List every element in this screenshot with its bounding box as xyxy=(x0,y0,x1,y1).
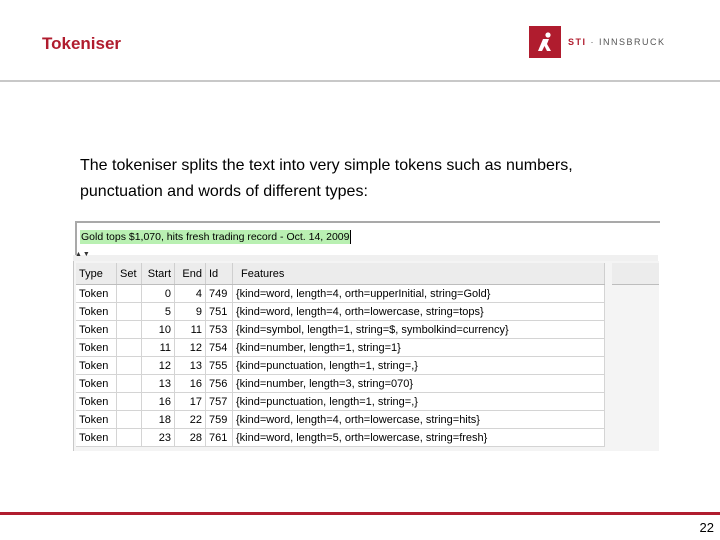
cell-type[interactable]: Token xyxy=(76,321,117,339)
logo-text: STI · INNSBRUCK xyxy=(568,37,666,47)
document-text-pane[interactable] xyxy=(75,221,660,255)
intro-line: The tokeniser splits the text into very simple tokens such as numbers, xyxy=(80,157,573,174)
page-number: 22 xyxy=(699,520,714,535)
cell-features[interactable]: {kind=word, length=5, orth=lowercase, string=fresh} xyxy=(233,429,605,447)
cell-features[interactable]: {kind=number, length=3, string=070} xyxy=(233,375,605,393)
cell-set[interactable] xyxy=(117,429,142,447)
cell-start[interactable]: 0 xyxy=(142,285,175,303)
cell-end[interactable]: 12 xyxy=(175,339,206,357)
cell-set[interactable] xyxy=(117,357,142,375)
cell-end[interactable]: 13 xyxy=(175,357,206,375)
cell-end[interactable]: 11 xyxy=(175,321,206,339)
cell-set[interactable] xyxy=(117,339,142,357)
cell-start[interactable]: 18 xyxy=(142,411,175,429)
cell-id[interactable]: 751 xyxy=(206,303,233,321)
cell-start[interactable]: 12 xyxy=(142,357,175,375)
cell-set[interactable] xyxy=(117,285,142,303)
cell-set[interactable] xyxy=(117,375,142,393)
table-row[interactable] xyxy=(76,375,605,393)
table-row[interactable] xyxy=(76,303,605,321)
table-row[interactable] xyxy=(76,357,605,375)
intro-line: punctuation and words of different types: xyxy=(80,183,368,200)
table-row[interactable] xyxy=(76,393,605,411)
cell-type[interactable]: Token xyxy=(76,375,117,393)
cell-set[interactable] xyxy=(117,303,142,321)
annotation-table-pane xyxy=(73,261,659,451)
column-header-id[interactable]: Id xyxy=(206,263,233,285)
cell-features[interactable]: {kind=word, length=4, orth=lowercase, string=hits} xyxy=(233,411,605,429)
column-header-type[interactable]: Type xyxy=(76,263,117,285)
cell-start[interactable]: 13 xyxy=(142,375,175,393)
table-header-filler xyxy=(612,263,659,285)
column-header-features[interactable]: Features xyxy=(233,263,605,285)
cell-features[interactable]: {kind=word, length=4, orth=upperInitial, string=Gold} xyxy=(233,285,605,303)
table-row[interactable] xyxy=(76,429,605,447)
cell-type[interactable]: Token xyxy=(76,303,117,321)
cell-start[interactable]: 5 xyxy=(142,303,175,321)
cell-id[interactable]: 755 xyxy=(206,357,233,375)
footer-divider xyxy=(0,512,720,515)
sti-innsbruck-logo xyxy=(529,25,666,59)
cell-id[interactable]: 761 xyxy=(206,429,233,447)
intro-text xyxy=(80,153,660,205)
cell-id[interactable]: 749 xyxy=(206,285,233,303)
cell-type[interactable]: Token xyxy=(76,285,117,303)
cell-id[interactable]: 754 xyxy=(206,339,233,357)
cell-features[interactable]: {kind=symbol, length=1, string=$, symbolkind=currency} xyxy=(233,321,605,339)
cell-type[interactable]: Token xyxy=(76,357,117,375)
table-row[interactable] xyxy=(76,411,605,429)
cell-end[interactable]: 16 xyxy=(175,375,206,393)
cell-set[interactable] xyxy=(117,411,142,429)
gate-document-viewer xyxy=(73,219,658,451)
cell-set[interactable] xyxy=(117,393,142,411)
cell-end[interactable]: 17 xyxy=(175,393,206,411)
cell-id[interactable]: 759 xyxy=(206,411,233,429)
slide-title: Tokeniser xyxy=(42,34,122,53)
cell-end[interactable]: 9 xyxy=(175,303,206,321)
cell-id[interactable]: 757 xyxy=(206,393,233,411)
table-header-row xyxy=(76,263,605,285)
column-header-set[interactable]: Set xyxy=(117,263,142,285)
annotation-table xyxy=(76,263,605,447)
sti-logo-icon xyxy=(529,26,561,58)
cell-set[interactable] xyxy=(117,321,142,339)
header-divider xyxy=(0,80,720,82)
cell-start[interactable]: 23 xyxy=(142,429,175,447)
cell-features[interactable]: {kind=punctuation, length=1, string=,} xyxy=(233,393,605,411)
cell-type[interactable]: Token xyxy=(76,339,117,357)
table-row[interactable] xyxy=(76,339,605,357)
cell-type[interactable]: Token xyxy=(76,429,117,447)
cell-end[interactable]: 28 xyxy=(175,429,206,447)
cell-start[interactable]: 10 xyxy=(142,321,175,339)
splitter-arrows-icon[interactable]: ▲▼ xyxy=(75,251,91,258)
cell-type[interactable]: Token xyxy=(76,411,117,429)
column-header-end[interactable]: End xyxy=(175,263,206,285)
cell-features[interactable]: {kind=word, length=4, orth=lowercase, string=tops} xyxy=(233,303,605,321)
document-text[interactable]: Gold tops $1,070, hits fresh trading record - Oct. 14, 2009 xyxy=(81,231,350,243)
table-row[interactable] xyxy=(76,285,605,303)
table-row[interactable] xyxy=(76,321,605,339)
cell-features[interactable]: {kind=punctuation, length=1, string=,} xyxy=(233,357,605,375)
cell-end[interactable]: 4 xyxy=(175,285,206,303)
cell-start[interactable]: 11 xyxy=(142,339,175,357)
cell-features[interactable]: {kind=number, length=1, string=1} xyxy=(233,339,605,357)
cell-id[interactable]: 756 xyxy=(206,375,233,393)
cell-start[interactable]: 16 xyxy=(142,393,175,411)
cell-end[interactable]: 22 xyxy=(175,411,206,429)
column-header-start[interactable]: Start xyxy=(142,263,175,285)
cell-id[interactable]: 753 xyxy=(206,321,233,339)
cell-type[interactable]: Token xyxy=(76,393,117,411)
